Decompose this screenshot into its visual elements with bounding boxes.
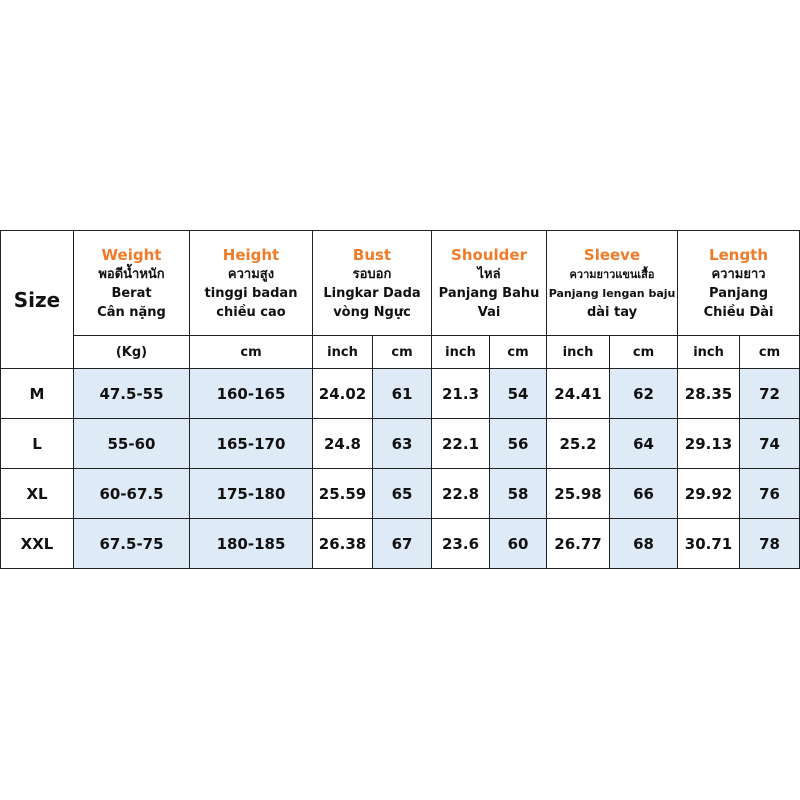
unit-cell: inch xyxy=(432,336,490,369)
bust-header xyxy=(313,231,432,336)
bust-inch-cell: 24.8 xyxy=(313,419,373,469)
length-cm-cell: 76 xyxy=(740,469,800,519)
bust-inch-cell: 26.38 xyxy=(313,519,373,569)
length-cm-cell: 74 xyxy=(740,419,800,469)
column-subtitle: Berat xyxy=(111,285,152,301)
length-cm-cell: 72 xyxy=(740,369,800,419)
unit-cell: cm xyxy=(610,336,678,369)
column-subtitle: dài tay xyxy=(586,304,638,320)
sleeve-inch-cell: 26.77 xyxy=(547,519,610,569)
column-subtitle: Vai xyxy=(477,304,501,320)
length-inch-cell: 29.92 xyxy=(678,469,740,519)
column-subtitle: ความยาวแขนเสื้อ xyxy=(569,267,655,281)
bust-cm-cell: 67 xyxy=(373,519,432,569)
weight-cell: 60-67.5 xyxy=(74,469,190,519)
size-cell: XXL xyxy=(1,519,74,569)
sleeve-cm-cell: 64 xyxy=(610,419,678,469)
sleeve-cm-cell: 62 xyxy=(610,369,678,419)
weight-header xyxy=(74,231,190,336)
height-cell: 160-165 xyxy=(190,369,313,419)
unit-cell: inch xyxy=(678,336,740,369)
shoulder-cm-cell: 54 xyxy=(490,369,547,419)
size-table xyxy=(0,230,800,569)
sleeve-cm-cell: 68 xyxy=(610,519,678,569)
unit-cell: inch xyxy=(547,336,610,369)
length-inch-cell: 28.35 xyxy=(678,369,740,419)
weight-cell: 67.5-75 xyxy=(74,519,190,569)
shoulder-cm-cell: 56 xyxy=(490,419,547,469)
bust-inch-cell: 25.59 xyxy=(313,469,373,519)
shoulder-inch-cell: 21.3 xyxy=(432,369,490,419)
column-subtitle: Lingkar Dada xyxy=(323,285,421,301)
unit-cell: cm xyxy=(373,336,432,369)
size-cell: L xyxy=(1,419,74,469)
header-row xyxy=(1,231,800,336)
unit-row xyxy=(1,336,800,369)
size-header: Size xyxy=(1,231,74,369)
table-row xyxy=(1,519,800,569)
weight-cell: 47.5-55 xyxy=(74,369,190,419)
column-title: Sleeve xyxy=(583,245,641,264)
sleeve-cm-cell: 66 xyxy=(610,469,678,519)
size-cell: XL xyxy=(1,469,74,519)
shoulder-inch-cell: 22.8 xyxy=(432,469,490,519)
height-header xyxy=(190,231,313,336)
height-cell: 175-180 xyxy=(190,469,313,519)
shoulder-cm-cell: 60 xyxy=(490,519,547,569)
sleeve-inch-cell: 25.2 xyxy=(547,419,610,469)
column-title: Bust xyxy=(352,245,392,264)
column-subtitle: ความยาว xyxy=(711,266,766,282)
sleeve-header xyxy=(547,231,678,336)
sleeve-inch-cell: 24.41 xyxy=(547,369,610,419)
column-subtitle: ความสูง xyxy=(227,266,275,282)
bust-cm-cell: 61 xyxy=(373,369,432,419)
length-inch-cell: 29.13 xyxy=(678,419,740,469)
bust-cm-cell: 63 xyxy=(373,419,432,469)
size-chart xyxy=(0,230,799,570)
bust-inch-cell: 24.02 xyxy=(313,369,373,419)
unit-cell: cm xyxy=(490,336,547,369)
column-title: Height xyxy=(222,245,280,264)
height-cell: 180-185 xyxy=(190,519,313,569)
unit-cell: cm xyxy=(740,336,800,369)
unit-cell: cm xyxy=(190,336,313,369)
column-subtitle: chiều cao xyxy=(216,304,286,320)
column-title: Shoulder xyxy=(451,245,527,264)
column-subtitle: รอบอก xyxy=(352,266,392,282)
column-title: Length xyxy=(709,245,769,264)
column-title: Weight xyxy=(101,245,162,264)
shoulder-cm-cell: 58 xyxy=(490,469,547,519)
column-subtitle: vòng Ngực xyxy=(333,304,411,320)
sleeve-inch-cell: 25.98 xyxy=(547,469,610,519)
shoulder-header xyxy=(432,231,547,336)
column-subtitle: ไหล่ xyxy=(477,266,501,282)
shoulder-inch-cell: 22.1 xyxy=(432,419,490,469)
table-row xyxy=(1,469,800,519)
bust-cm-cell: 65 xyxy=(373,469,432,519)
length-inch-cell: 30.71 xyxy=(678,519,740,569)
unit-cell: inch xyxy=(313,336,373,369)
column-subtitle: Panjang xyxy=(709,285,769,301)
column-subtitle: tinggi badan xyxy=(204,285,298,301)
column-subtitle: พอดีน้ำหนัก xyxy=(98,266,165,282)
column-subtitle: Panjang Bahu xyxy=(438,285,540,301)
table-row xyxy=(1,369,800,419)
table-row xyxy=(1,419,800,469)
unit-cell: (Kg) xyxy=(74,336,190,369)
column-subtitle: Panjang lengan baju xyxy=(548,286,676,300)
shoulder-inch-cell: 23.6 xyxy=(432,519,490,569)
length-cm-cell: 78 xyxy=(740,519,800,569)
length-header xyxy=(678,231,800,336)
column-subtitle: Cân nặng xyxy=(97,304,166,320)
height-cell: 165-170 xyxy=(190,419,313,469)
weight-cell: 55-60 xyxy=(74,419,190,469)
column-subtitle: Chiều Dài xyxy=(703,304,774,320)
size-cell: M xyxy=(1,369,74,419)
